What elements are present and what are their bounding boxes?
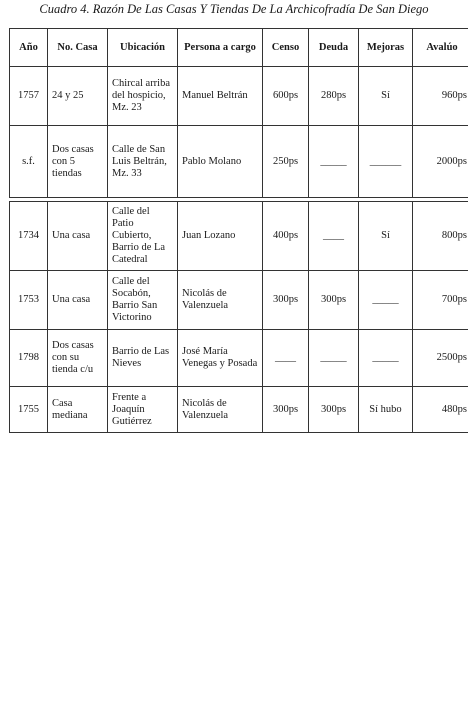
header-mejoras: Mejoras xyxy=(359,29,413,67)
table-row xyxy=(10,67,468,126)
table-cell: Sí xyxy=(359,202,413,271)
houses-table-bottom xyxy=(9,201,468,433)
header-ubicacion: Ubicación xyxy=(108,29,178,67)
table-cell: Chircal arriba del hospicio, Mz. 23 xyxy=(108,67,178,126)
header-ano: Año xyxy=(10,29,48,67)
table-cell: Juan Lozano xyxy=(178,202,263,271)
table-cell: 2000ps xyxy=(413,126,468,198)
table-cell: 24 y 25 xyxy=(48,67,108,126)
table-cell: 960ps xyxy=(413,67,468,126)
table-cell: Sí hubo xyxy=(359,387,413,433)
table-cell: 300ps xyxy=(309,271,359,330)
table-row xyxy=(10,126,468,198)
table-cell: 400ps xyxy=(263,202,309,271)
table-cell: 300ps xyxy=(309,387,359,433)
table-row xyxy=(10,271,468,330)
table-cell: ____ xyxy=(309,202,359,271)
header-no-casa: No. Casa xyxy=(48,29,108,67)
table-cell: 480ps xyxy=(413,387,468,433)
table-cell: Sí xyxy=(359,67,413,126)
table-cell: Nicolás de Valenzuela xyxy=(178,387,263,433)
table-cell: Nicolás de Valenzuela xyxy=(178,271,263,330)
table-cell: 1753 xyxy=(10,271,48,330)
table-cell: Una casa xyxy=(48,202,108,271)
header-censo: Censo xyxy=(263,29,309,67)
table-cell: 300ps xyxy=(263,271,309,330)
houses-table-top xyxy=(9,28,468,198)
table-cell: Calle del Socabón, Barrio San Victorino xyxy=(108,271,178,330)
table-cell: Una casa xyxy=(48,271,108,330)
table-cell: Frente a Joaquín Gutiérrez xyxy=(108,387,178,433)
header-deuda: Deuda xyxy=(309,29,359,67)
table-cell: Dos casas con 5 tiendas xyxy=(48,126,108,198)
table-cell: 300ps xyxy=(263,387,309,433)
header-row xyxy=(10,29,468,67)
header-avaluo: Avalúo xyxy=(413,29,468,67)
table-cell: 280ps xyxy=(309,67,359,126)
table-cell: Calle del Patio Cubierto, Barrio de La Catedral xyxy=(108,202,178,271)
table-cell: 250ps xyxy=(263,126,309,198)
table-cell: José María Venegas y Posada xyxy=(178,330,263,387)
table-cell: Dos casas con su tienda c/u xyxy=(48,330,108,387)
table-cell: 2500ps xyxy=(413,330,468,387)
table-row xyxy=(10,330,468,387)
table-cell: Manuel Beltrán xyxy=(178,67,263,126)
table-row xyxy=(10,202,468,271)
table-cell: Barrio de Las Nieves xyxy=(108,330,178,387)
table-cell: 1755 xyxy=(10,387,48,433)
table-cell: 1798 xyxy=(10,330,48,387)
table-cell: _____ xyxy=(359,271,413,330)
table-cell: ______ xyxy=(359,126,413,198)
table-cell: _____ xyxy=(359,330,413,387)
table-cell: ____ xyxy=(263,330,309,387)
table-cell: 1757 xyxy=(10,67,48,126)
table-cell: Calle de San Luis Beltrán, Mz. 33 xyxy=(108,126,178,198)
table-caption: Cuadro 4. Razón De Las Casas Y Tiendas De La Archicofradía De San Diego xyxy=(39,2,429,16)
header-persona: Persona a cargo xyxy=(178,29,263,67)
table-cell: 700ps xyxy=(413,271,468,330)
table-cell: s.f. xyxy=(10,126,48,198)
table-cell: Pablo Molano xyxy=(178,126,263,198)
table-cell: 600ps xyxy=(263,67,309,126)
table-cell: Casa mediana xyxy=(48,387,108,433)
table-cell: _____ xyxy=(309,126,359,198)
table-cell: 800ps xyxy=(413,202,468,271)
table-row xyxy=(10,387,468,433)
table-cell: _____ xyxy=(309,330,359,387)
table-cell: 1734 xyxy=(10,202,48,271)
